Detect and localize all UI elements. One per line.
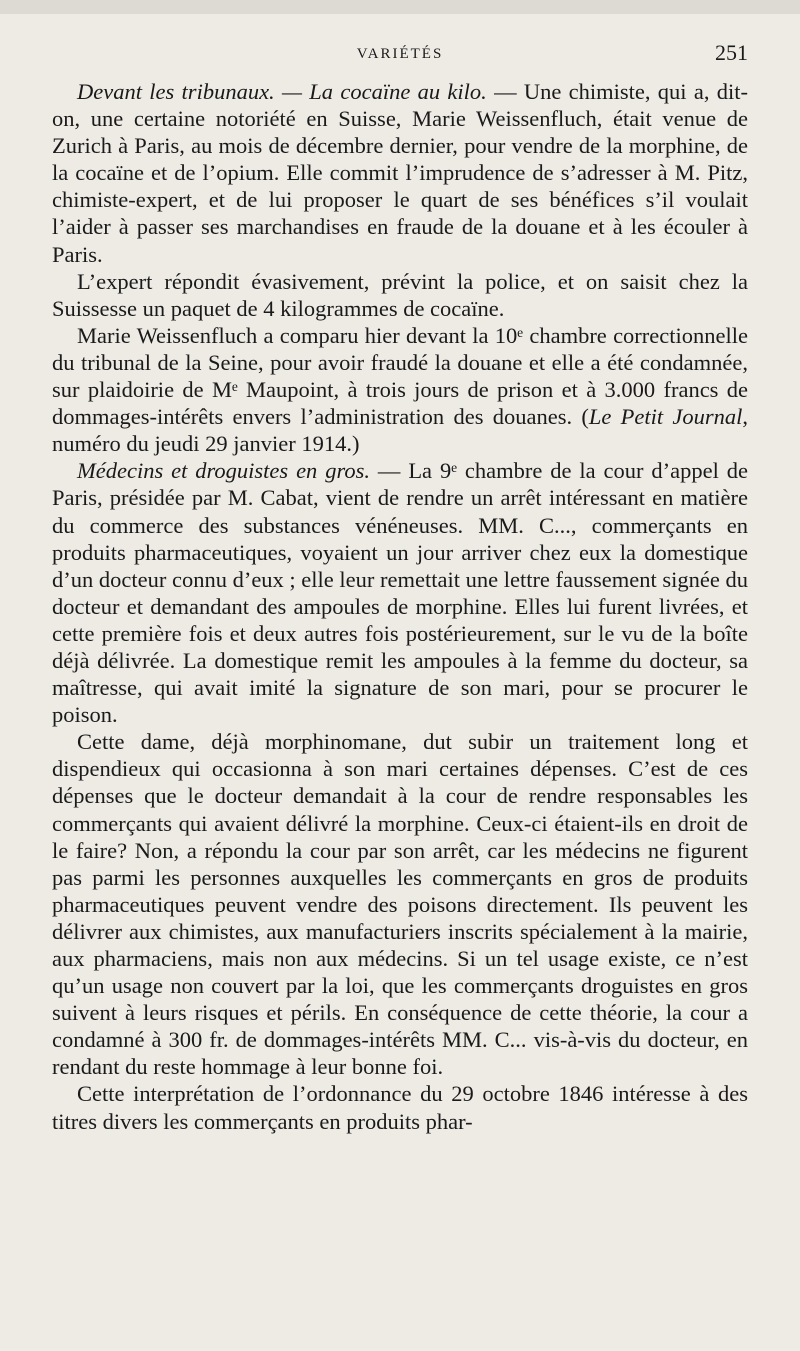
page-number: 251 [715, 40, 748, 65]
paragraph [52, 457, 748, 728]
source-title: Le Petit Journal [588, 404, 743, 430]
paragraph [52, 322, 748, 457]
running-title: VARIÉTÉS [356, 46, 444, 62]
paragraph-text: — La 9ᵉ chambre de la cour d’appel de Paris, présidée par M. Cabat, vient de rendre un arrêt intéressant en matière du commerce des substances vénéneuses. MM. C..., commerçants en produits pharmaceutiques, voyaient un jour arriver chez eux la domestique d’un docteur connu d’eux ; elle leur remettait une lettre faussement signée du docteur et demandant des ampoules de morphine. Elles lui furent livrées, et cette première fois et deux autres fois postérieurement, sur le vu de la boîte déjà délivrée. La domestique remit les ampoules à la femme du docteur, sa maîtresse, qui avait imité la signature de son mari, pour se procurer le poison. [52, 458, 748, 728]
paragraph-text: Marie Weissenfluch a comparu hier devant la 10ᵉ chambre correctionnelle du tribunal de la Seine, pour avoir fraudé la douane et elle a été condamnée, sur plaidoirie de Mᵉ Maupoint, à trois jours de prison et à 3.000 francs de dommages-intérêts envers l’administration des douanes. ( [52, 322, 748, 430]
paragraph [52, 78, 748, 268]
paragraph: Cette interprétation de l’ordonnance du 29 octobre 1846 intéresse à des titres divers les commerçants en produits phar- [52, 1081, 748, 1134]
paragraph: Cette dame, déjà morphinomane, dut subir un traitement long et dispendieux qui occasionna à son mari certaines dépenses. C’est de ces dépenses que le docteur demandait à la cour de rendre responsables les commerçants qui avaient délivré la morphine. Ceux-ci étaient-ils en droit de le faire? Non, a répondu la cour par son arrêt, car les médecins ne figurent pas parmi les personnes auxquelles les commerçants en gros de produits pharmaceutiques peuvent vendre des poisons directement. Ils peuvent les délivrer aux chimistes, aux manufacturiers inscrits spécialement à la mairie, aux pharmaciens, mais non aux médecins. Si un tel usage existe, ce n’est qu’un usage non couvert par la loi, que les commerçants droguistes en gros suivent à leurs risques et périls. En conséquence de cette théorie, la cour a condamné à 300 fr. de dommages-intérêts MM. C... vis-à-vis du docteur, en rendant du reste hommage à leur bonne foi. [52, 729, 748, 1080]
paragraph-text: , numéro du jeudi 29 janvier 1914.) [52, 404, 748, 457]
paragraph: L’expert répondit évasivement, prévint la police, et on saisit chez la Suissesse un paquet de 4 kilogrammes de cocaïne. [52, 268, 748, 321]
page-header [52, 0, 748, 65]
paragraph-text: — Une chimiste, qui a, dit-on, une certaine notoriété en Suisse, Marie Weissenfluch, était venue de Zurich à Paris, au mois de décembre dernier, pour vendre de la morphine, de la cocaïne et de l’opium. Elle commit l’imprudence de s’adresser à M. Pitz, chimiste-expert, et de lui proposer le quart de ses bénéfices s’il voulait l’aider à passer ses marchandises en fraude de la douane et à les écouler à Paris. [52, 79, 748, 267]
article-title: Médecins et droguistes en gros. [77, 458, 371, 484]
body-text [52, 78, 748, 1135]
article-title: Devant les tribunaux. — La cocaïne au kilo. [77, 79, 487, 104]
